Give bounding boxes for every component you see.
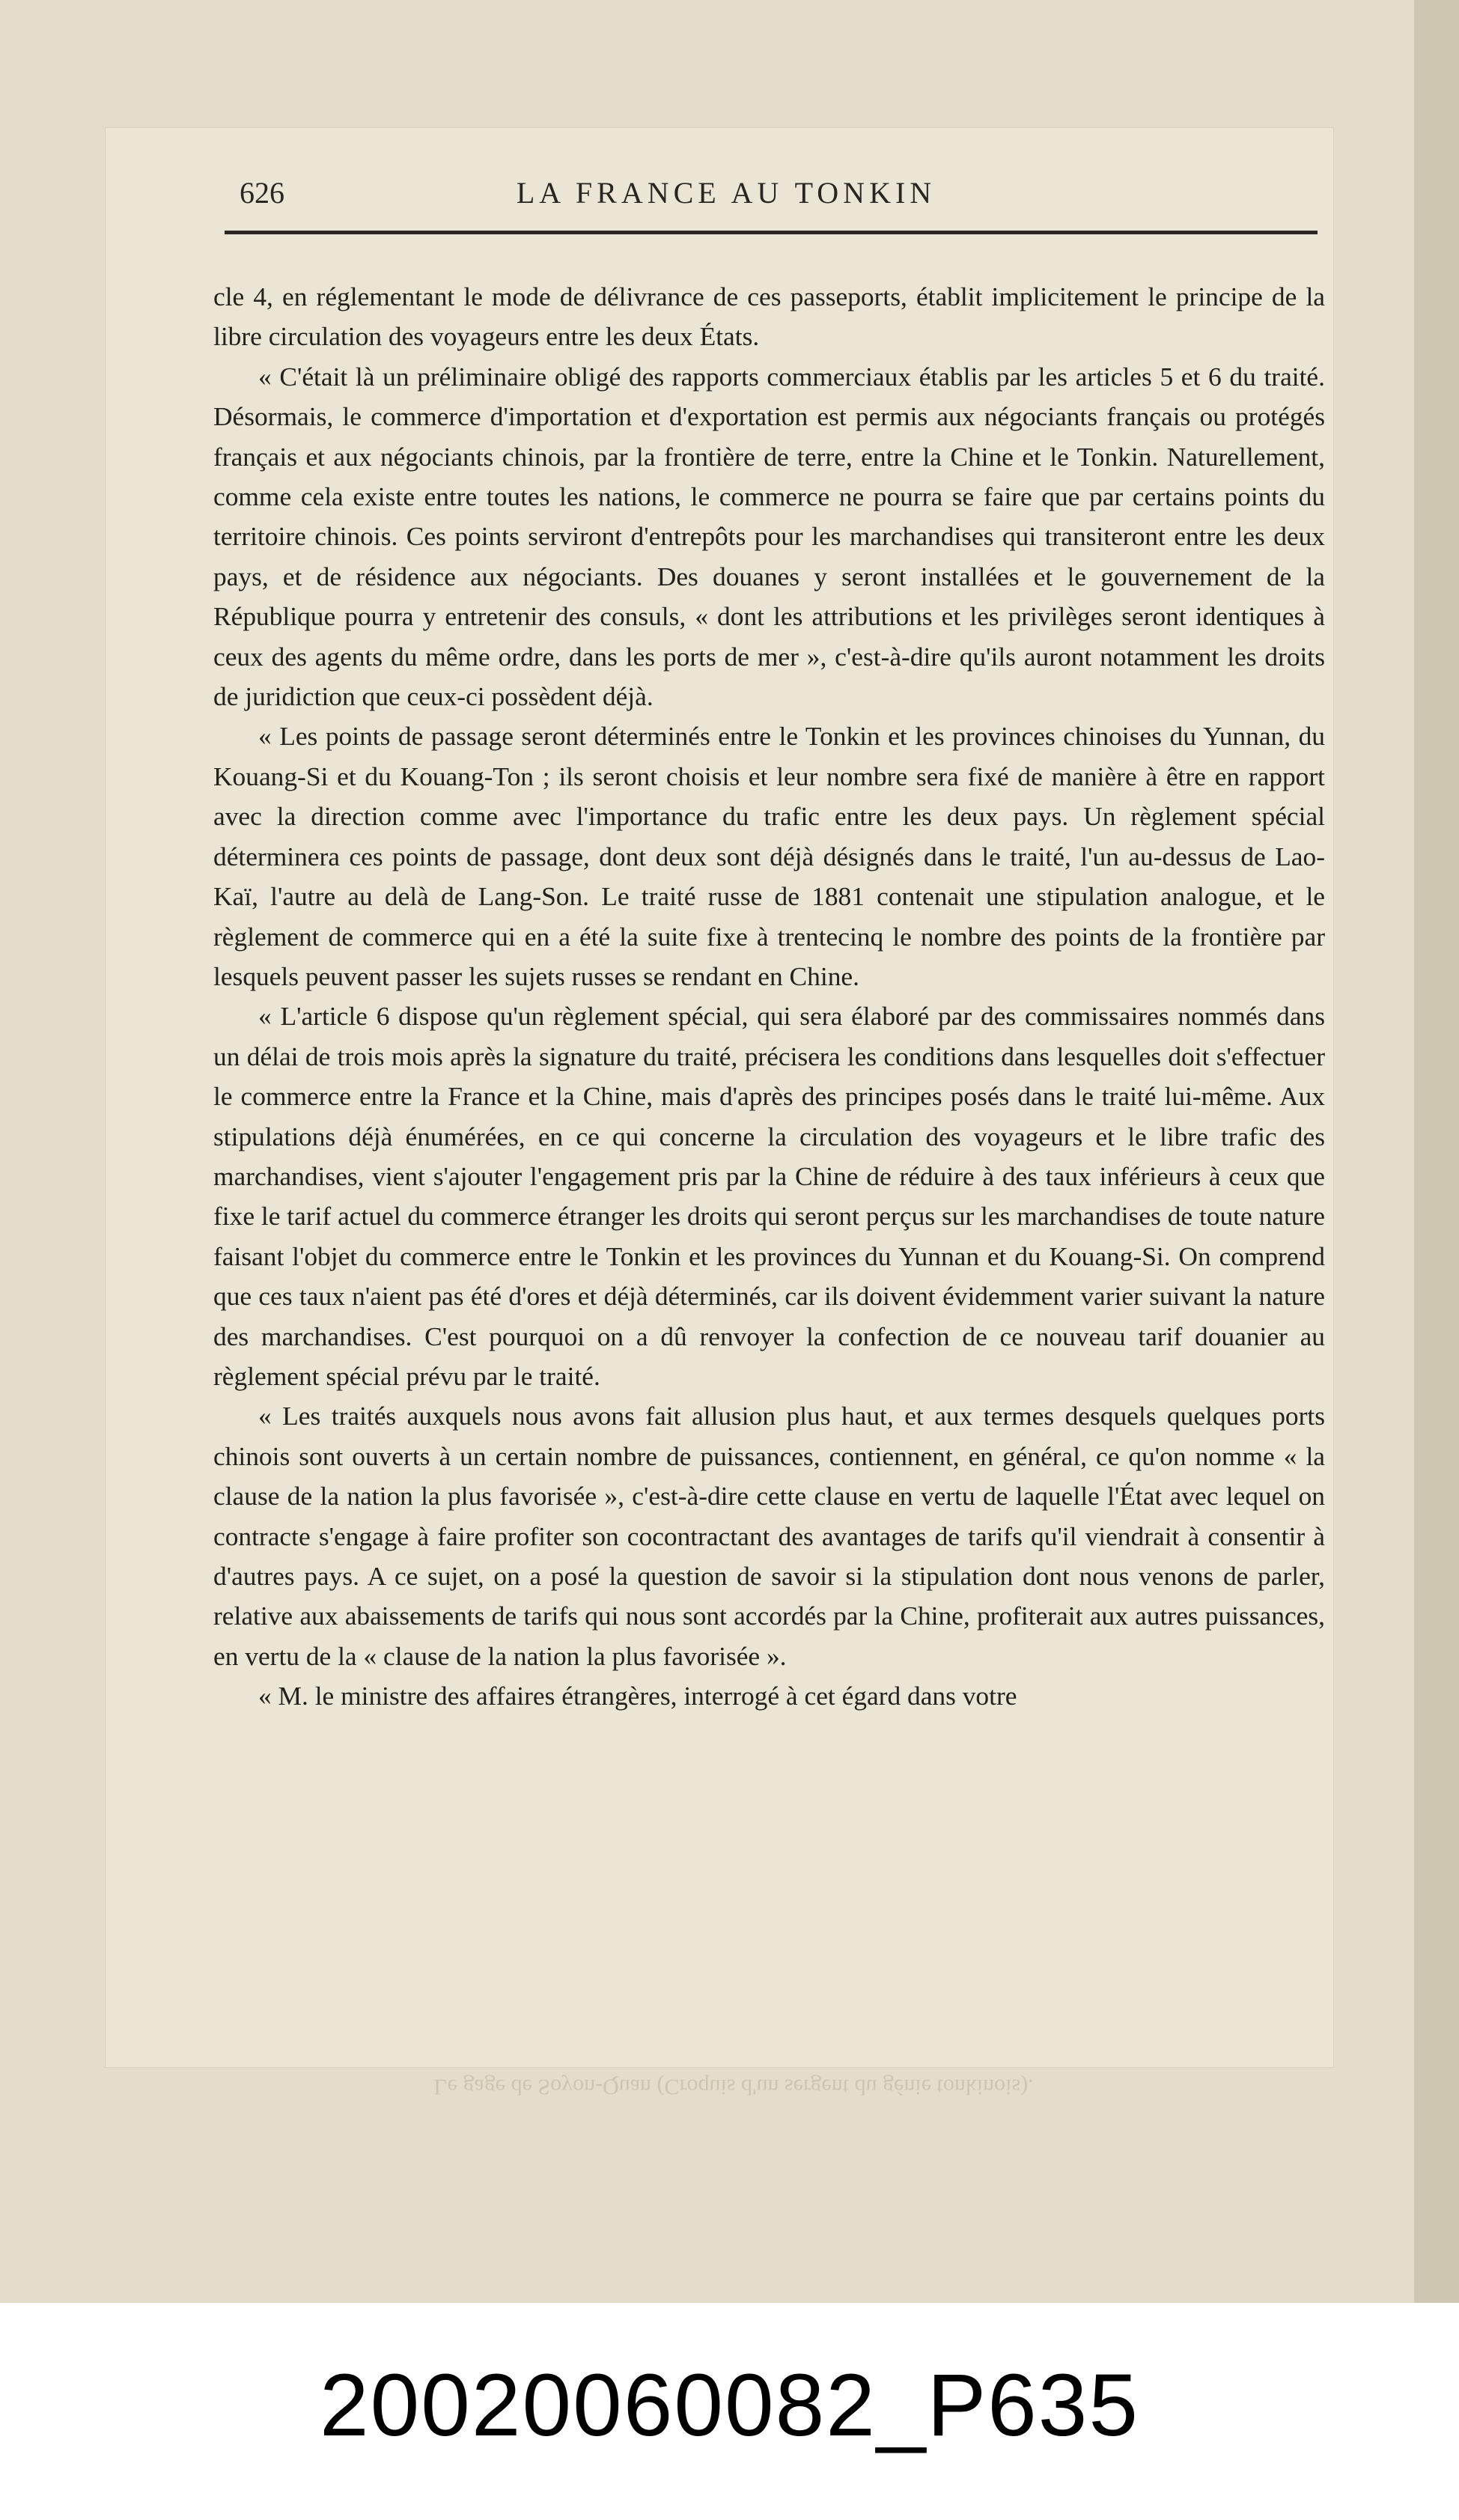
body-text	[213, 277, 1325, 1717]
paragraph-4: « L'article 6 dispose qu'un règlement spécial, qui sera élaboré par des commissaires nommés dans un délai de trois mois après la signature du traité, précisera les conditions dans lesquelles doit s'effectuer le commerce entre la France et la Chine, mais d'après des principes posés dans le traité lui-même. Aux stipulations déjà énumérées, en ce qui concerne la circulation des voyageurs et le libre trafic des marchandises, vient s'ajouter l'engagement pris par la Chine de réduire à des taux inférieurs à ceux que fixe le tarif actuel du commerce étranger les droits qui seront perçus sur les marchandises de toute nature faisant l'objet du commerce entre le Tonkin et les provinces du Yunnan et du Kouang-Si. On comprend que ces taux n'aient pas été d'ores et déjà déterminés, car ils doivent évidemment varier suivant la nature des marchandises. C'est pourquoi on a dû renvoyer la confection de ce nouveau tarif douanier au règlement spécial prévu par le traité.	[213, 1001, 1325, 1391]
paragraph-2: « C'était là un préliminaire obligé des rapports commerciaux établis par les articles 5 et 6 du traité. Désormais, le commerce d'importation et d'exportation est permis aux négociants français ou protégés français et aux négociants chinois, par la frontière de terre, entre la Chine et le Tonkin. Naturellement, comme cela existe entre toutes les nations, le commerce ne pourra se faire que par certains points du territoire chinois. Ces points serviront d'entrepôts pour les marchandises qui transiteront entre les deux pays, et de résidence aux négociants. Des douanes y seront installées et le gouvernement de la République pourra y entretenir des consuls, « dont les attributions et les privilèges seront identiques à ceux des agents du même ordre, dans les ports de mer », c'est-à-dire qu'ils auront notamment les droits de juridiction que ceux-ci possèdent déjà.	[213, 361, 1325, 712]
scan-shadow-edge	[1414, 0, 1459, 2303]
bleed-through-caption: Le gage de Soyon-Quan (Croquis d'un sergent du génie tonkinois).	[433, 2075, 1034, 2099]
running-head	[135, 165, 1318, 225]
paragraph-3: « Les points de passage seront déterminés entre le Tonkin et les provinces chinoises du Yunnan, du Kouang-Si et du Kouang-Ton ; ils seront choisis et leur nombre sera fixé de manière à être en rapport avec la direction comme avec l'importance du trafic entre les deux pays. Un règlement spécial déterminera ces points de passage, dont deux sont déjà désignés dans le traité, l'un au-dessus de Lao-Kaï, l'autre au delà de Lang-Son. Le traité russe de 1881 contenait une stipulation analogue, et le règlement de commerce qui en a été la suite fixe à trentecinq le nombre des points de la frontière par lesquels peuvent passer les sujets russes se rendant en Chine.	[213, 721, 1325, 991]
paragraph-1: cle 4, en réglementant le mode de délivrance de ces passeports, établit implicitement le principe de la libre circulation des voyageurs entre les deux États.	[213, 281, 1325, 352]
page-number: 626	[240, 176, 284, 210]
running-title: LA FRANCE AU TONKIN	[516, 176, 936, 210]
image-id-label: 20020060082_P635	[319, 2356, 1140, 2455]
paragraph-5: « Les traités auxquels nous avons fait allusion plus haut, et aux termes desquels quelques ports chinois sont ouverts à un certain nombre de puissances, contiennent, en général, ce qu'on nomme « la clause de la nation la plus favorisée », c'est-à-dire cette clause en vertu de laquelle l'État avec lequel on contracte s'engage à faire profiter son cocontractant des avantages de tarifs qu'il viendrait à consentir à d'autres pays. A ce sujet, on a posé la question de savoir si la stipulation dont nous venons de parler, relative aux abaissements de tarifs qui nous sont accordés par la Chine, profiterait aux autres puissances, en vertu de la « clause de la nation la plus favorisée ».	[213, 1401, 1325, 1671]
header-rule	[225, 231, 1318, 234]
paragraph-6: « M. le ministre des affaires étrangères, interrogé à cet égard dans votre	[258, 1681, 1017, 1711]
